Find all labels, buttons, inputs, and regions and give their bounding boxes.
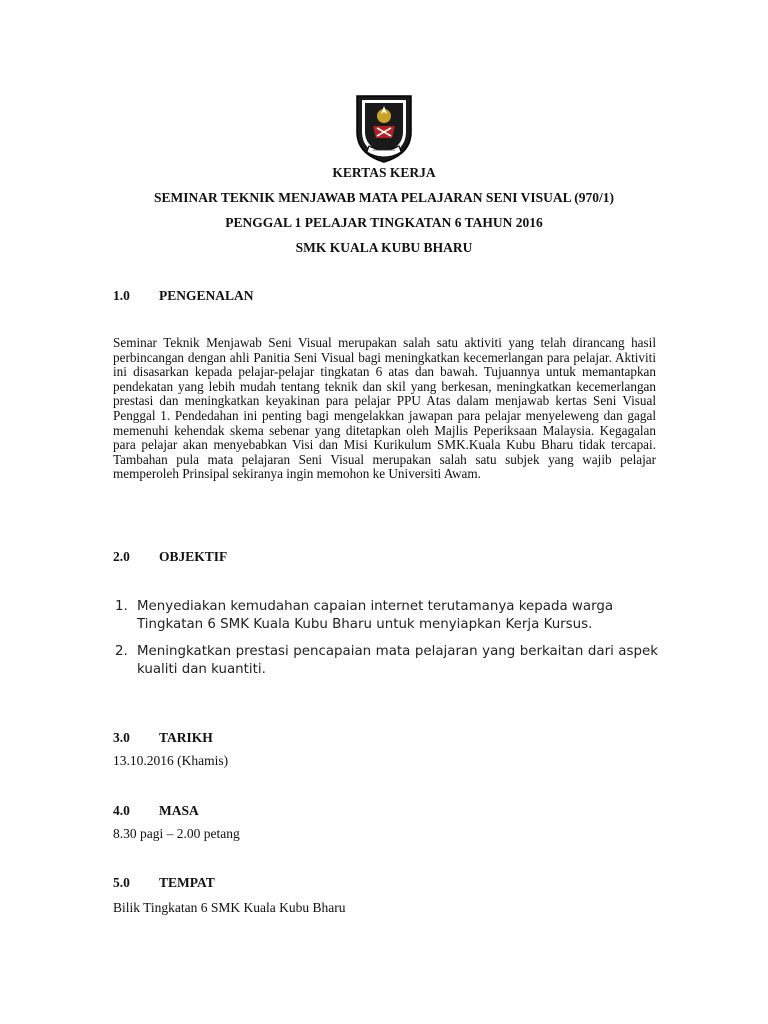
seminar-title: SEMINAR TEKNIK MENJAWAB MATA PELAJARAN SENI VISUAL (970/1) [154, 190, 614, 205]
section-heading-tempat [113, 875, 215, 891]
section-number: 1.0 [113, 288, 130, 303]
tarikh-value: 13.10.2016 (Khamis) [113, 753, 229, 768]
section-heading-pengenalan [113, 288, 254, 304]
section-title: MASA [159, 803, 199, 818]
term-title: PENGGAL 1 PELAJAR TINGKATAN 6 TAHUN 2016 [225, 215, 543, 230]
section-title: TEMPAT [159, 875, 215, 890]
school-crest-icon [353, 92, 415, 164]
section-heading-tarikh [113, 730, 213, 746]
objective-text: Menyediakan kemudahan capaian internet terutamanya kepada warga Tingkatan 6 SMK Kuala Kubu Bharu untuk menyiapkan Kerja Kursus. [137, 599, 614, 632]
tempat-value: Bilik Tingkatan 6 SMK Kuala Kubu Bharu [113, 900, 346, 915]
section-title: PENGENALAN [159, 288, 254, 303]
section-title: OBJEKTIF [159, 549, 228, 564]
section-title: TARIKH [159, 730, 213, 745]
section-number: 2.0 [113, 549, 130, 564]
pengenalan-paragraph: Seminar Teknik Menjawab Seni Visual merupakan salah satu aktiviti yang telah dirancang hasil perbincangan dengan ahli Panitia Seni Visual bagi meningkatkan kecemerlangan para pelajar. Aktiviti ini disasarkan kepada pelajar-pelajar tingkatan 6 atas dan bawah. Tujuannya untuk memantapkan pendekatan yang lebih mudah tentang teknik dan skil yang berkesan, meningkatkan kecemerlangan prestasi dan meningkatkan keyakinan para pelajar PPU Atas dalam menjawab kertas Seni Visual Penggal 1. Pendedahan ini penting bagi mengelakkan jawapan para pelajar menyeleweng dan gagal memenuhi kehendak skema sebenar yang ditetapkan oleh Majlis Peperiksaan Malaysia. Kegagalan para pelajar akan menyebabkan Visi dan Misi Kurikulum SMK.Kuala Kubu Bharu tidak tercapai. Tambahan pula mata pelajaran Seni Visual merupakan salah satu subjek yang wajib pelajar memperoleh Prinsipal sekiranya ingin memohon ke Universiti Awam. [113, 335, 656, 482]
list-item [113, 643, 658, 679]
list-item [113, 598, 658, 634]
section-number: 5.0 [113, 875, 130, 890]
section-number: 4.0 [113, 803, 130, 818]
section-heading-masa [113, 803, 199, 819]
list-number: 1. [115, 599, 128, 614]
masa-value: 8.30 pagi – 2.00 petang [113, 826, 240, 841]
section-number: 3.0 [113, 730, 130, 745]
section-heading-objektif [113, 549, 227, 565]
objective-list [113, 598, 658, 688]
school-name: SMK KUALA KUBU BHARU [295, 240, 473, 255]
list-number: 2. [115, 644, 128, 659]
objective-text: Meningkatkan prestasi pencapaian mata pelajaran yang berkaitan dari aspek kualiti dan kuantiti. [137, 644, 658, 677]
document-title: KERTAS KERJA [332, 165, 436, 180]
